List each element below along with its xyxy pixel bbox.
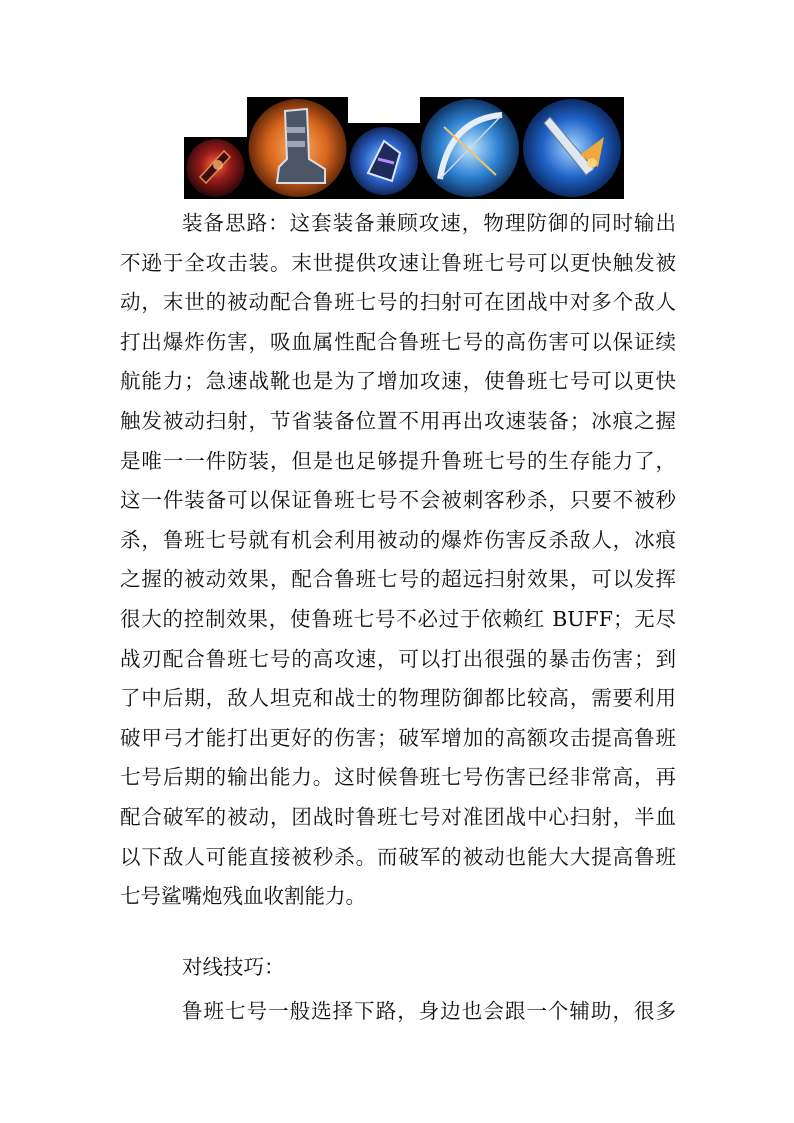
endless-blade-item-icon: [520, 97, 624, 199]
paragraph-line: 打出爆炸伤害，吸血属性配合鲁班七号的高伤害可以保证续: [120, 329, 676, 354]
paragraph-line: 不逊于全攻击装。末世提供攻速让鲁班七号可以更快触发被: [120, 250, 676, 275]
paragraph-line: 战刃配合鲁班七号的高攻速，可以打出很强的暴击伤害；到: [120, 646, 676, 671]
paragraph-line: 配合破军的被动，团战时鲁班七号对准团战中心扫射，半血: [120, 804, 676, 829]
paragraph-line: 了中后期，敌人坦克和战士的物理防御都比较高，需要利用: [120, 686, 676, 711]
paragraph-line: 之握的被动效果，配合鲁班七号的超远扫射效果，可以发挥: [120, 567, 676, 592]
paragraph-line: 七号鲨嘴炮残血收割能力。: [120, 884, 366, 909]
lane-tips-heading: [120, 948, 676, 988]
paragraph-line: 以下敌人可能直接被秒杀。而破军的被动也能大大提高鲁班: [120, 844, 676, 869]
paragraph-line: 航能力；急速战靴也是为了增加攻速，使鲁班七号可以更快: [120, 369, 676, 394]
paragraph-line: 破甲弓才能打出更好的伤害；破军增加的高额攻击提高鲁班: [120, 725, 676, 750]
paragraph-line: 鲁班七号一般选择下路，身边也会跟一个辅助，很多: [182, 999, 676, 1023]
paragraph-line: 装备思路：这套装备兼顾攻速，物理防御的同时输出: [182, 211, 676, 235]
paragraph-line: 是唯一一件防装，但是也足够提升鲁班七号的生存能力了，: [120, 448, 676, 473]
equipment-icon-strip: [184, 97, 624, 199]
paragraph-line: 触发被动扫射，节省装备位置不用再出攻速装备；冰痕之握: [120, 408, 676, 433]
paragraph-line: 动，末世的被动配合鲁班七号的扫射可在团战中对多个敌人: [120, 290, 676, 315]
doomsday-item-icon: [184, 137, 247, 199]
paragraph-line: 这一件装备可以保证鲁班七号不会被刺客秒杀，只要不被秒: [120, 488, 676, 513]
armor-piercing-bow-item-icon: [420, 97, 520, 199]
frost-grip-item-icon: [348, 123, 420, 199]
swift-boots-item-icon: [247, 97, 348, 199]
lane-tips-paragraph: [120, 992, 676, 1032]
section-title: 对线技巧：: [182, 955, 285, 979]
equipment-strategy-paragraph: [120, 204, 676, 917]
paragraph-line: 杀，鲁班七号就有机会利用被动的爆炸伤害反杀敌人，冰痕: [120, 527, 676, 552]
paragraph-line: 七号后期的输出能力。这时候鲁班七号伤害已经非常高，再: [120, 765, 676, 790]
paragraph-line: 很大的控制效果，使鲁班七号不必过于依赖红 BUFF；无尽: [120, 606, 676, 631]
